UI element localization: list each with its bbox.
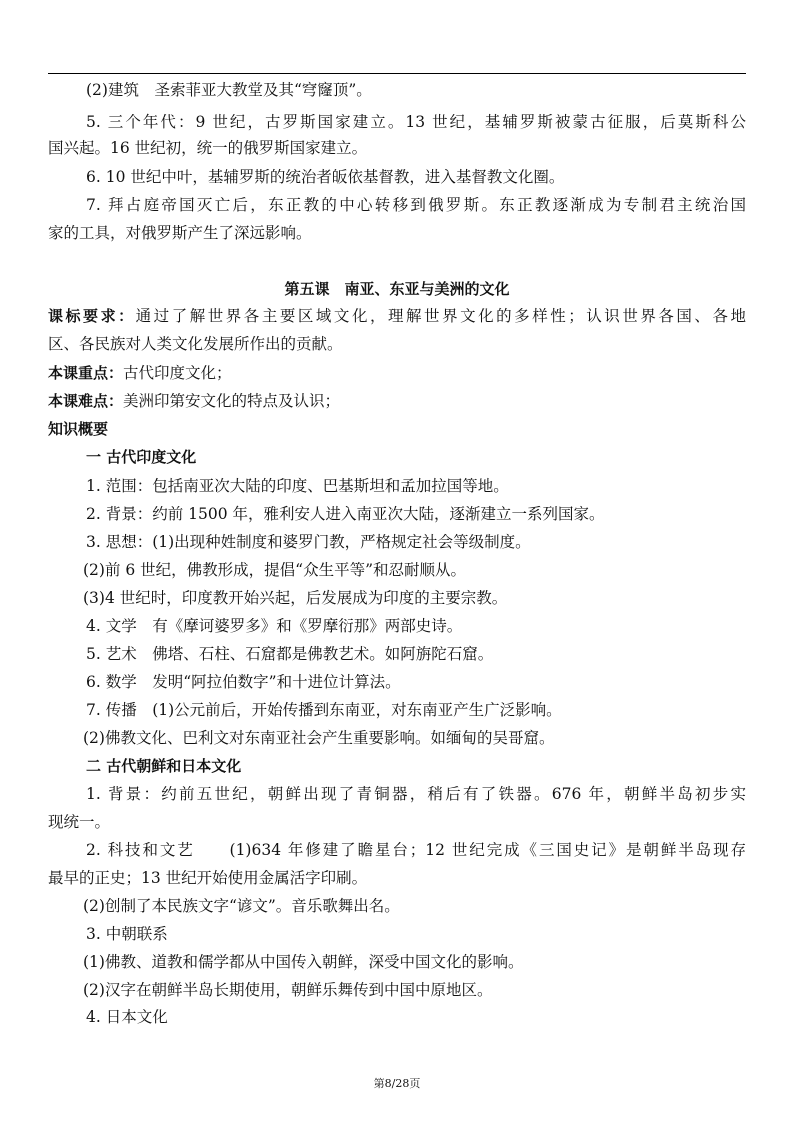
section2-p2b: (2)创制了本民族文字“谚文”。音乐歌舞出名。 — [83, 897, 400, 915]
section2-p1-line1: 1. 背景：约前五世纪，朝鲜出现了青铜器，稍后有了铁器。676 年，朝鲜半岛初步实 — [86, 785, 746, 803]
standard-line1 — [48, 302, 746, 330]
list-item: (2)佛教文化、巴利文对东南亚社会产生重要影响。如缅甸的吴哥窟。 — [83, 729, 555, 747]
paragraph-5-line1: 5. 三个年代：9 世纪，古罗斯国家建立。13 世纪，基辅罗斯被蒙古征服，后莫斯科公 — [86, 113, 746, 131]
section2-p3b: (2)汉字在朝鲜半岛长期使用，朝鲜乐舞传到中国中原地区。 — [83, 981, 493, 999]
list-item: 5. 艺术 佛塔、石柱、石窟都是佛教艺术。如阿旃陀石窟。 — [86, 645, 494, 663]
paragraph-7-line2: 家的工具，对俄罗斯产生了深远影响。 — [48, 224, 312, 242]
difficulty-label: 本课难点： — [48, 392, 124, 410]
lesson-title: 第五课 南亚、东亚与美洲的文化 — [284, 280, 510, 298]
list-item: 7. 传播 (1)公元前后，开始传播到东南亚，对东南亚产生广泛影响。 — [86, 701, 562, 719]
list-item: 4. 文学 有《摩诃婆罗多》和《罗摩衍那》两部史诗。 — [86, 617, 463, 635]
paragraph-architecture: (2)建筑 圣索菲亚大教堂及其“穹窿顶”。 — [86, 81, 372, 99]
standard-line2: 区、各民族对人类文化发展所作出的贡献。 — [48, 335, 343, 353]
difficulty-line — [48, 387, 746, 415]
section2-p1-line2: 现统一。 — [48, 813, 111, 831]
list-item: 2. 背景：约前 1500 年，雅利安人进入南亚次大陆，逐渐建立一系列国家。 — [86, 505, 605, 523]
focus-text: 古代印度文化； — [123, 364, 232, 382]
page-number: 第8/28页 — [373, 1077, 421, 1090]
list-item: 3. 思想：(1)出现种姓制度和婆罗门教，严格规定社会等级制度。 — [86, 533, 531, 551]
paragraph-6: 6. 10 世纪中叶，基辅罗斯的统治者皈依基督教，进入基督教文化圈。 — [86, 168, 565, 186]
list-item: (3)4 世纪时，印度教开始兴起，后发展成为印度的主要宗教。 — [83, 589, 508, 607]
section2-p2-line1: 2. 科技和文艺 (1)634 年修建了瞻星台；12 世纪完成《三国史记》是朝鲜半岛现存 — [86, 841, 746, 859]
paragraph-5-line2: 国兴起。16 世纪初，统一的俄罗斯国家建立。 — [48, 139, 368, 157]
paragraph-7-line1: 7. 拜占庭帝国灭亡后，东正教的中心转移到俄罗斯。东正教逐渐成为专制君主统治国 — [86, 196, 746, 214]
focus-line — [48, 359, 746, 387]
section2-p3a: (1)佛教、道教和儒学都从中国传入朝鲜，深受中国文化的影响。 — [83, 953, 524, 971]
section2-p3: 3. 中朝联系 — [86, 925, 168, 943]
header-rule — [48, 73, 746, 74]
list-item: (2)前 6 世纪，佛教形成，提倡“众生平等”和忍耐顺从。 — [83, 561, 467, 579]
section2-p2-line2: 最早的正史；13 世纪开始使用金属活字印刷。 — [48, 869, 368, 887]
section2-p4: 4. 日本文化 — [86, 1008, 168, 1026]
standard-text: 通过了解世界各主要区域文化，理解世界文化的多样性；认识世界各国、各地 — [135, 307, 746, 325]
list-item: 1. 范围：包括南亚次大陆的印度、巴基斯坦和孟加拉国等地。 — [86, 477, 509, 495]
difficulty-text: 美洲印第安文化的特点及认识； — [123, 392, 341, 410]
section2-heading: 二 古代朝鲜和日本文化 — [86, 757, 242, 775]
list-item: 6. 数学 发明“阿拉伯数字”和十进位计算法。 — [86, 673, 401, 691]
focus-label: 本课重点： — [48, 364, 124, 382]
section1-heading: 一 古代印度文化 — [86, 448, 197, 466]
standard-label: 课标要求： — [48, 307, 136, 325]
overview-heading: 知识概要 — [48, 420, 109, 438]
